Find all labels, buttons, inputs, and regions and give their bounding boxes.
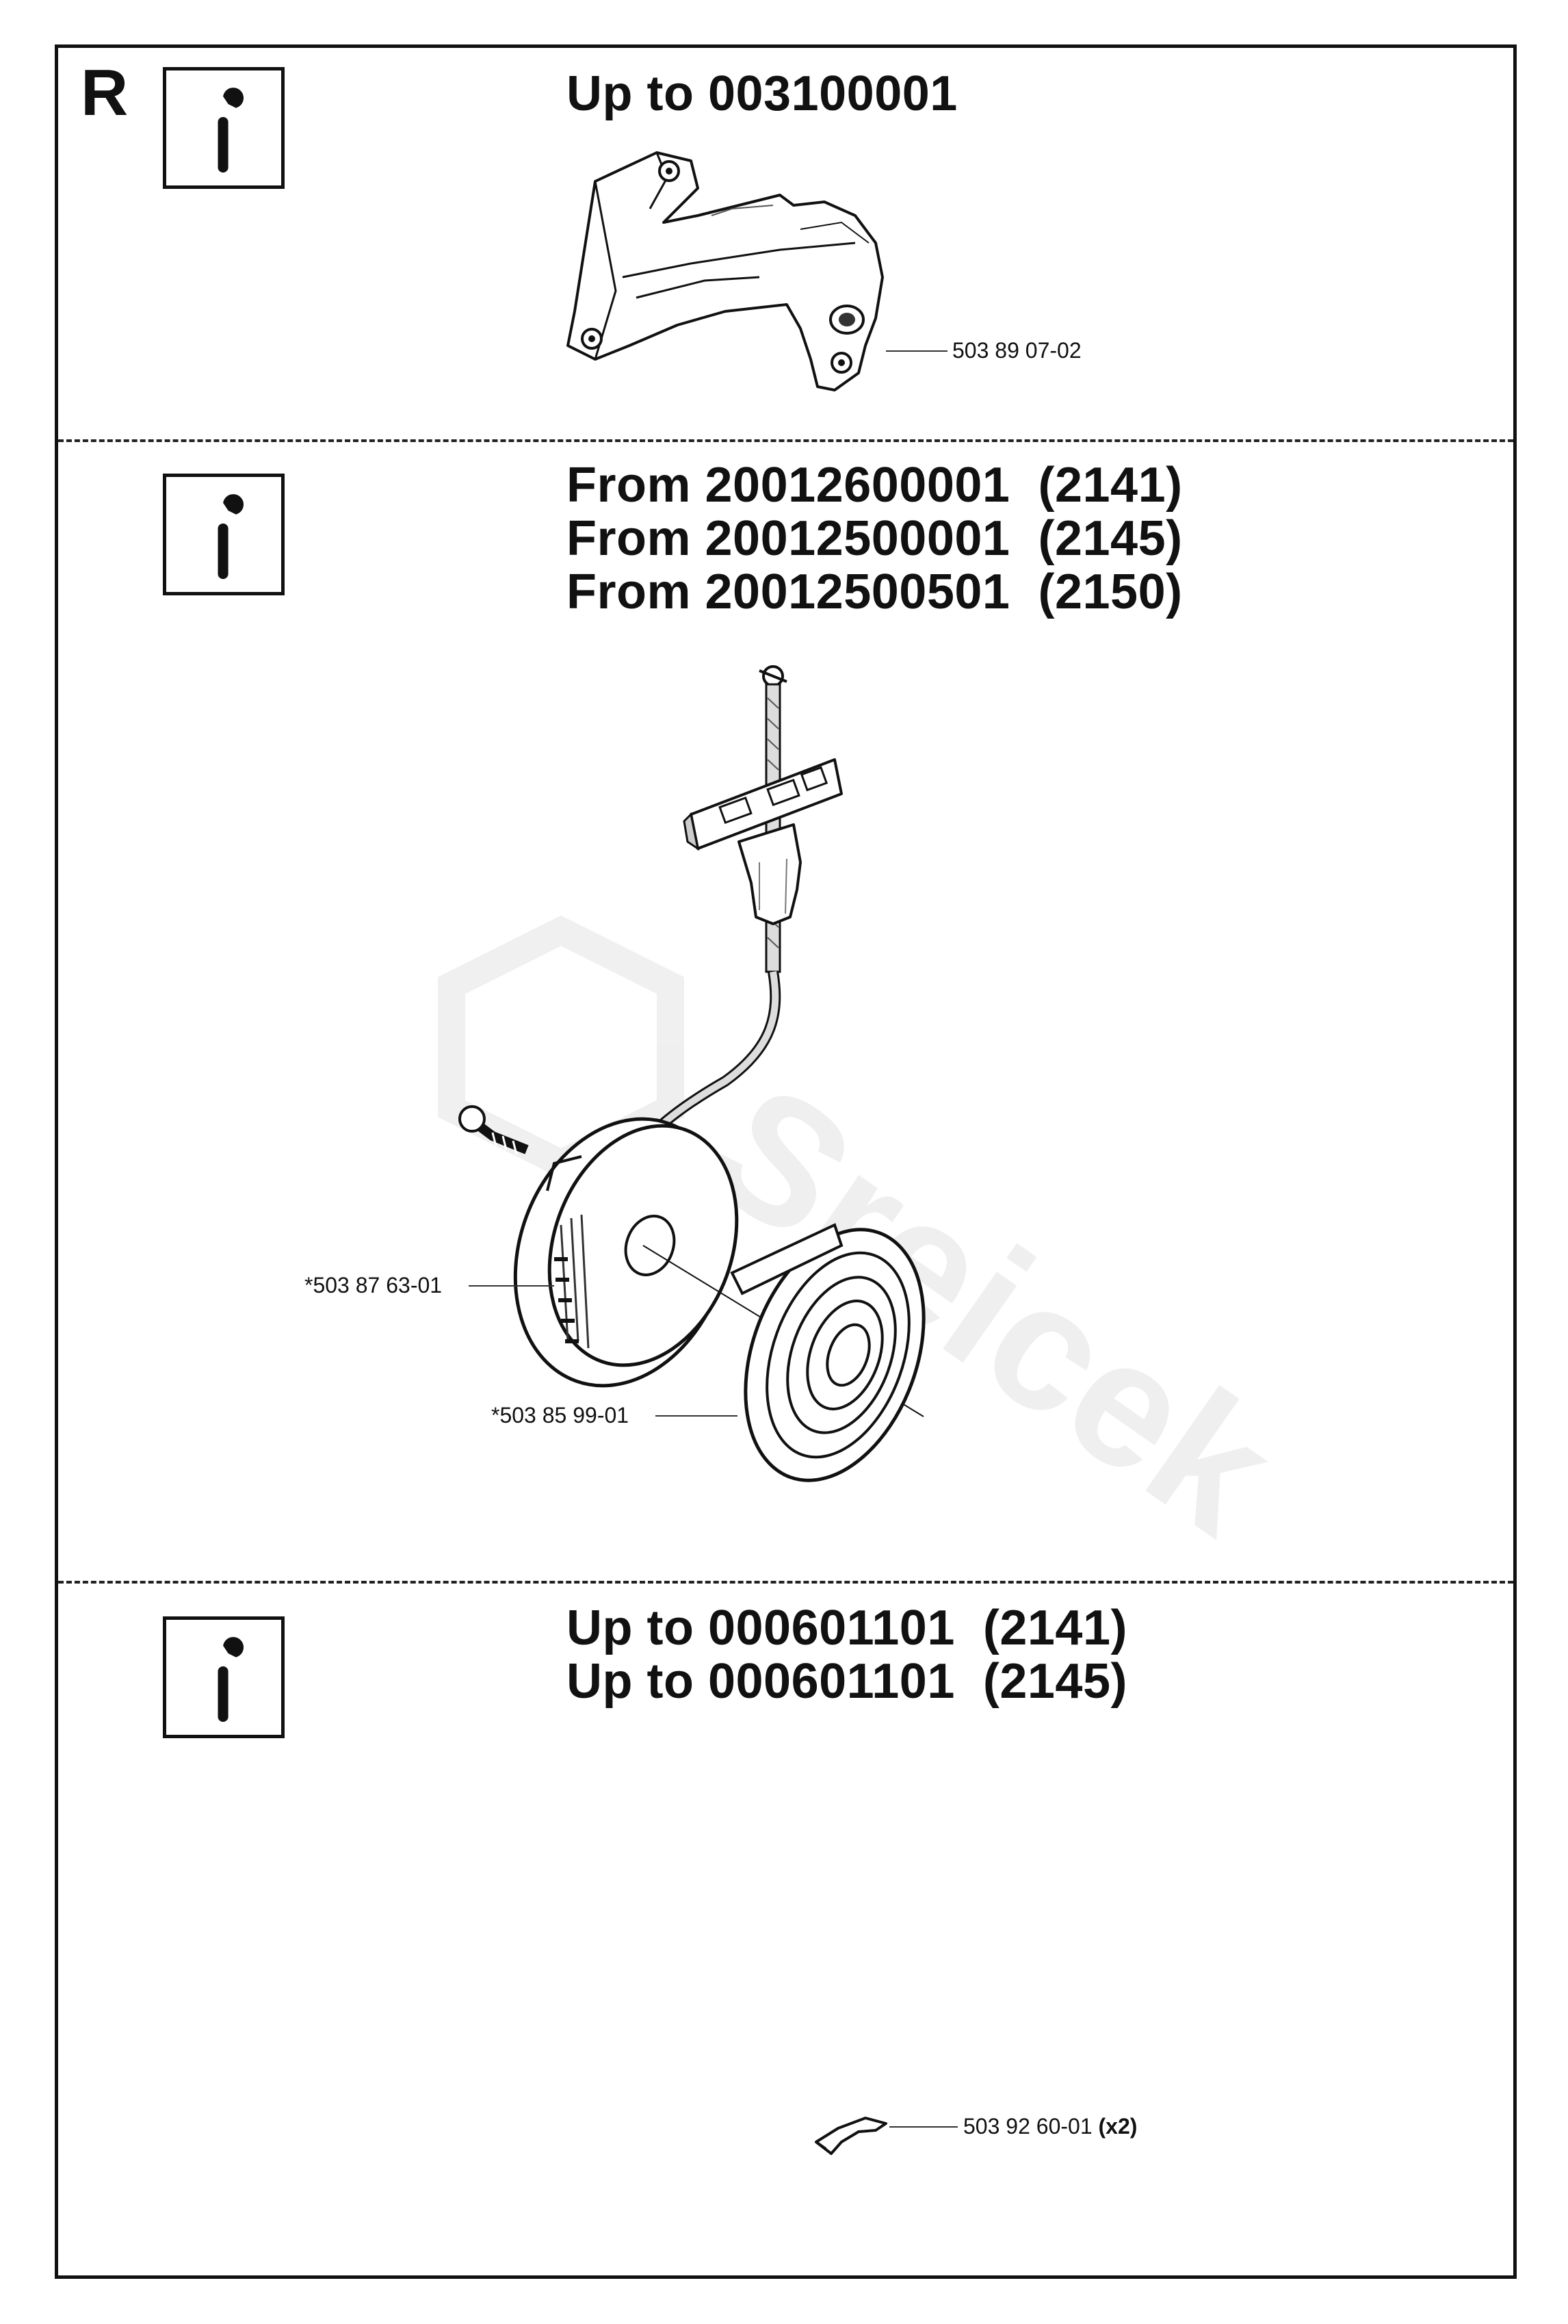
part-number: *503 85 99-01: [491, 1403, 629, 1428]
part-quantity: (x2): [1098, 2114, 1138, 2139]
part-number-label: [963, 2114, 1137, 2139]
heading-line: From 20012600001 (2141): [566, 458, 1183, 513]
part-number-label: [304, 1273, 442, 1297]
section-letter: R: [81, 56, 129, 129]
section-divider: [58, 439, 1513, 442]
wrench-info-icon: [163, 67, 285, 189]
heading-line: Up to 000601101 (2141): [566, 1601, 1127, 1655]
part-number: 503 92 60-01: [963, 2114, 1093, 2139]
leader-line: [655, 1415, 737, 1417]
leader-line: [886, 350, 948, 352]
svg-text:Sreicek: Sreicek: [675, 1046, 1309, 1572]
part-number: *503 87 63-01: [304, 1273, 443, 1297]
section-2-heading: [566, 459, 1183, 619]
heading-line: From 20012500001 (2145): [566, 511, 1183, 566]
leader-line: [469, 1285, 554, 1287]
part-number: 503 89 07-02: [952, 338, 1082, 363]
heading-line: Up to 000601101 (2145): [566, 1654, 1127, 1709]
part-number-label: [952, 338, 1082, 363]
section-3-heading: [566, 1601, 1127, 1708]
heading-line: From 20012500501 (2150): [566, 565, 1183, 619]
heading-line: Up to 003100001: [566, 66, 958, 121]
section-divider: [58, 1581, 1513, 1584]
wrench-info-icon: [163, 474, 285, 595]
wrench-info-icon: [163, 1616, 285, 1738]
section-1-heading: [566, 67, 958, 120]
clip-drawing: [811, 2111, 906, 2159]
part-number-label: [491, 1403, 629, 1428]
leader-line: [889, 2126, 958, 2128]
chain-brake-cover-drawing: [554, 140, 910, 400]
starter-assembly-drawing: [452, 657, 971, 1499]
